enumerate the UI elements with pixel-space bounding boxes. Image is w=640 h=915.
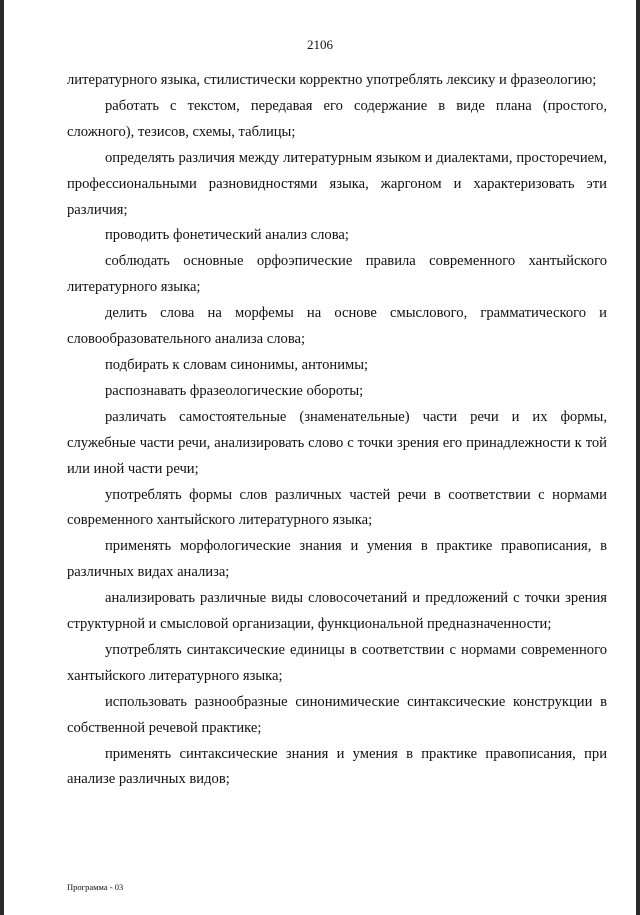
paragraph-6: делить слова на морфемы на основе смыслового, грамматического и словообразовательного анализа слова; [67, 305, 607, 348]
scan-edge-left [0, 0, 4, 915]
paragraph-1: литературного языка, стилистически корректно употреблять лексику и фразеологию; [67, 72, 597, 88]
paragraph-10: употреблять формы слов различных частей речи в соответствии с нормами современного хантыйского литературного языка; [67, 486, 607, 529]
paragraph-4: проводить фонетический анализ слова; [105, 227, 349, 244]
footer-label: Программа - 03 [67, 882, 124, 892]
paragraph-13: употреблять синтаксические единицы в соответствии с нормами современного хантыйского литературного языка; [67, 641, 607, 684]
body-text [67, 68, 607, 793]
scan-edge-right [636, 0, 640, 915]
paragraph-15: применять синтаксические знания и умения в практике правописания, при анализе различных видов; [67, 745, 607, 788]
paragraph-7: подбирать к словам синонимы, антонимы; [105, 356, 369, 373]
page-number: 2106 [307, 37, 333, 52]
paragraph-8: распознавать фразеологические обороты; [105, 382, 364, 399]
paragraph-3: определять различия между литературным языком и диалектами, просторечием, профессиональными разновидностями языка, жаргоном и характеризовать эти различия; [67, 149, 607, 218]
paragraph-14: использовать разнообразные синонимические синтаксические конструкции в собственной речевой практике; [67, 693, 607, 736]
paragraph-5: соблюдать основные орфоэпические правила современного хантыйского литературного языка; [67, 253, 607, 296]
paragraph-12: анализировать различные виды словосочетаний и предложений с точки зрения структурной и смысловой организации, функциональной предназначенности; [67, 590, 607, 633]
paragraph-11: применять морфологические знания и умения в практике правописания, в различных видах анализа; [67, 538, 607, 581]
paragraph-9: различать самостоятельные (знаменательные) части речи и их формы, служебные части речи, анализировать слово с точки зрения его принадлежности к той или иной части речи; [67, 408, 607, 477]
paragraph-2: работать с текстом, передавая его содержание в виде плана (простого, сложного), тезисов, схемы, таблицы; [67, 97, 607, 140]
